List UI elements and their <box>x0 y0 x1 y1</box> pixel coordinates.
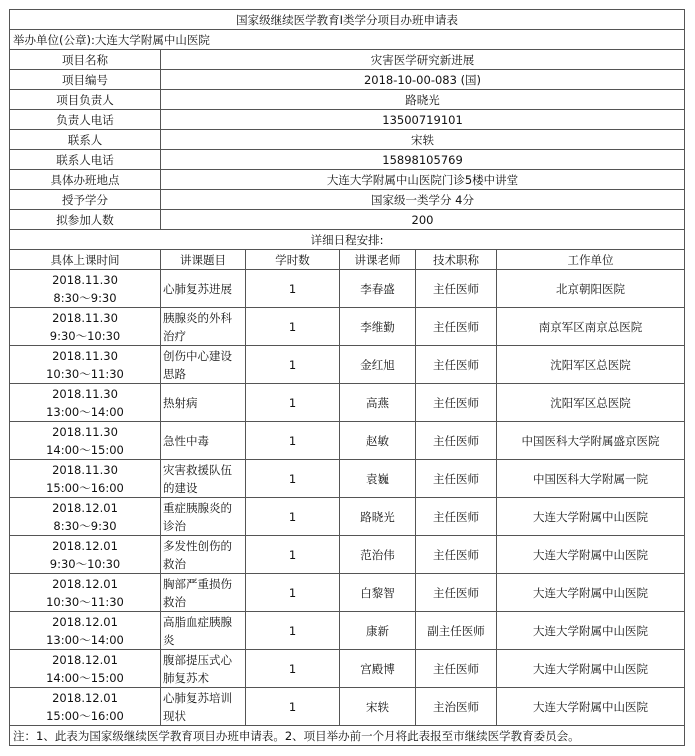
lecturer-name: 路晓光 <box>340 498 416 536</box>
organizer-row <box>10 30 685 50</box>
session-time <box>10 460 161 498</box>
lecturer-name: 李维勤 <box>340 308 416 346</box>
lecturer-name: 范治伟 <box>340 536 416 574</box>
schedule-row <box>10 612 685 650</box>
lecturer-unit: 大连大学附属中山医院 <box>497 650 685 688</box>
lecturer-unit: 中国医科大学附属盛京医院 <box>497 422 685 460</box>
lecturer-title: 主任医师 <box>416 536 497 574</box>
lecturer-unit: 大连大学附属中山医院 <box>497 536 685 574</box>
lecturer-name: 康新 <box>340 612 416 650</box>
session-hours-range: 10:30～11:30 <box>46 366 124 381</box>
lecture-topic: 重症胰腺炎的诊治 <box>161 498 246 536</box>
lecture-topic: 多发性创伤的救治 <box>161 536 246 574</box>
lecture-hours: 1 <box>246 650 340 688</box>
lecturer-name: 高燕 <box>340 384 416 422</box>
column-header: 学时数 <box>246 250 340 270</box>
lecturer-title: 主任医师 <box>416 650 497 688</box>
column-header: 具体上课时间 <box>10 250 161 270</box>
info-row <box>10 70 685 90</box>
lecture-topic: 灾害救援队伍的建设 <box>161 460 246 498</box>
column-header: 工作单位 <box>497 250 685 270</box>
schedule-row <box>10 384 685 422</box>
info-value: 2018-10-00-083 (国) <box>161 70 685 90</box>
session-date: 2018.12.01 <box>52 576 118 591</box>
session-hours-range: 14:00～15:00 <box>46 670 124 685</box>
lecturer-unit: 北京朝阳医院 <box>497 270 685 308</box>
application-table <box>9 9 685 746</box>
lecturer-unit: 沈阳军区总医院 <box>497 346 685 384</box>
session-hours-range: 10:30～11:30 <box>46 594 124 609</box>
session-time <box>10 308 161 346</box>
lecturer-name: 宫殿博 <box>340 650 416 688</box>
schedule-row <box>10 574 685 612</box>
session-hours-range: 9:30～10:30 <box>49 328 121 343</box>
session-time <box>10 384 161 422</box>
lecture-topic: 急性中毒 <box>161 422 246 460</box>
session-time <box>10 536 161 574</box>
info-value: 200 <box>161 210 685 230</box>
lecturer-title: 主任医师 <box>416 384 497 422</box>
lecture-hours: 1 <box>246 422 340 460</box>
info-value: 国家级一类学分 4分 <box>161 190 685 210</box>
session-time <box>10 422 161 460</box>
info-label: 项目负责人 <box>10 90 161 110</box>
session-time <box>10 574 161 612</box>
application-form <box>9 9 684 746</box>
form-title: 国家级继续医学教育I类学分项目办班申请表 <box>10 10 685 30</box>
footnote: 注：1、此表为国家级继续医学教育项目办班申请表。2、项目举办前一个月将此表报至市继续医学教育委员会。 <box>10 726 685 746</box>
session-date: 2018.12.01 <box>52 652 118 667</box>
lecture-hours: 1 <box>246 346 340 384</box>
lecturer-title: 主治医师 <box>416 688 497 726</box>
lecturer-name: 李春盛 <box>340 270 416 308</box>
organizer-label: 举办单位(公章): <box>13 32 95 47</box>
lecture-hours: 1 <box>246 384 340 422</box>
session-hours-range: 9:30～10:30 <box>49 556 121 571</box>
session-time <box>10 650 161 688</box>
schedule-row <box>10 270 685 308</box>
info-label: 负责人电话 <box>10 110 161 130</box>
lecture-hours: 1 <box>246 612 340 650</box>
schedule-row <box>10 688 685 726</box>
lecturer-title: 主任医师 <box>416 574 497 612</box>
lecturer-name: 袁巍 <box>340 460 416 498</box>
session-hours-range: 8:30～9:30 <box>53 518 117 533</box>
organizer-cell <box>10 30 685 50</box>
session-hours-range: 13:00～14:00 <box>46 404 124 419</box>
session-hours-range: 13:00～14:00 <box>46 632 124 647</box>
session-date: 2018.12.01 <box>52 538 118 553</box>
info-row <box>10 90 685 110</box>
lecturer-title: 主任医师 <box>416 308 497 346</box>
lecturer-name: 金红旭 <box>340 346 416 384</box>
lecture-hours: 1 <box>246 574 340 612</box>
session-date: 2018.11.30 <box>52 348 118 363</box>
lecturer-title: 主任医师 <box>416 498 497 536</box>
session-time <box>10 688 161 726</box>
schedule-row <box>10 536 685 574</box>
session-date: 2018.11.30 <box>52 424 118 439</box>
lecturer-unit: 沈阳军区总医院 <box>497 384 685 422</box>
schedule-heading-row <box>10 230 685 250</box>
lecture-topic: 胰腺炎的外科治疗 <box>161 308 246 346</box>
session-date: 2018.12.01 <box>52 500 118 515</box>
lecture-topic: 心肺复苏进展 <box>161 270 246 308</box>
session-hours-range: 15:00～16:00 <box>46 708 124 723</box>
session-date: 2018.11.30 <box>52 272 118 287</box>
info-row <box>10 50 685 70</box>
session-date: 2018.11.30 <box>52 462 118 477</box>
lecturer-name: 白黎智 <box>340 574 416 612</box>
info-row <box>10 130 685 150</box>
info-row <box>10 190 685 210</box>
schedule-row <box>10 422 685 460</box>
info-value: 15898105769 <box>161 150 685 170</box>
lecturer-unit: 中国医科大学附属一院 <box>497 460 685 498</box>
schedule-header-row <box>10 250 685 270</box>
info-row <box>10 210 685 230</box>
lecture-hours: 1 <box>246 536 340 574</box>
schedule-row <box>10 460 685 498</box>
info-row <box>10 150 685 170</box>
column-header: 讲课老师 <box>340 250 416 270</box>
lecture-topic: 高脂血症胰腺炎 <box>161 612 246 650</box>
lecturer-title: 副主任医师 <box>416 612 497 650</box>
title-row <box>10 10 685 30</box>
lecture-topic: 心肺复苏培训现状 <box>161 688 246 726</box>
session-time <box>10 346 161 384</box>
lecture-hours: 1 <box>246 688 340 726</box>
info-value: 宋轶 <box>161 130 685 150</box>
session-date: 2018.12.01 <box>52 614 118 629</box>
info-row <box>10 170 685 190</box>
lecture-hours: 1 <box>246 498 340 536</box>
lecturer-unit: 大连大学附属中山医院 <box>497 498 685 536</box>
organizer-value: 大连大学附属中山医院 <box>94 32 210 47</box>
session-time <box>10 270 161 308</box>
info-value: 路晓光 <box>161 90 685 110</box>
schedule-row <box>10 346 685 384</box>
info-value: 大连大学附属中山医院门诊5楼中讲堂 <box>161 170 685 190</box>
column-header: 技术职称 <box>416 250 497 270</box>
lecturer-unit: 大连大学附属中山医院 <box>497 574 685 612</box>
session-date: 2018.11.30 <box>52 386 118 401</box>
info-label: 拟参加人数 <box>10 210 161 230</box>
info-label: 联系人 <box>10 130 161 150</box>
session-hours-range: 15:00～16:00 <box>46 480 124 495</box>
lecture-hours: 1 <box>246 308 340 346</box>
lecturer-unit: 大连大学附属中山医院 <box>497 612 685 650</box>
session-date: 2018.11.30 <box>52 310 118 325</box>
lecture-topic: 创伤中心建设思路 <box>161 346 246 384</box>
session-hours-range: 8:30～9:30 <box>53 290 117 305</box>
session-time <box>10 612 161 650</box>
info-value: 灾害医学研究新进展 <box>161 50 685 70</box>
session-date: 2018.12.01 <box>52 690 118 705</box>
lecturer-title: 主任医师 <box>416 346 497 384</box>
lecturer-name: 宋轶 <box>340 688 416 726</box>
info-label: 项目编号 <box>10 70 161 90</box>
lecturer-unit: 南京军区南京总医院 <box>497 308 685 346</box>
lecturer-unit: 大连大学附属中山医院 <box>497 688 685 726</box>
schedule-heading: 详细日程安排: <box>10 230 685 250</box>
lecture-hours: 1 <box>246 460 340 498</box>
lecture-topic: 胸部严重损伤救治 <box>161 574 246 612</box>
info-label: 联系人电话 <box>10 150 161 170</box>
info-row <box>10 110 685 130</box>
schedule-row <box>10 498 685 536</box>
session-hours-range: 14:00～15:00 <box>46 442 124 457</box>
info-label: 授予学分 <box>10 190 161 210</box>
lecture-topic: 热射病 <box>161 384 246 422</box>
footnote-row <box>10 726 685 746</box>
lecturer-name: 赵敏 <box>340 422 416 460</box>
lecture-topic: 腹部提压式心肺复苏术 <box>161 650 246 688</box>
lecturer-title: 主任医师 <box>416 460 497 498</box>
column-header: 讲课题目 <box>161 250 246 270</box>
lecture-hours: 1 <box>246 270 340 308</box>
info-value: 13500719101 <box>161 110 685 130</box>
info-label: 具体办班地点 <box>10 170 161 190</box>
info-label: 项目名称 <box>10 50 161 70</box>
session-time <box>10 498 161 536</box>
lecturer-title: 主任医师 <box>416 422 497 460</box>
schedule-row <box>10 650 685 688</box>
lecturer-title: 主任医师 <box>416 270 497 308</box>
schedule-row <box>10 308 685 346</box>
